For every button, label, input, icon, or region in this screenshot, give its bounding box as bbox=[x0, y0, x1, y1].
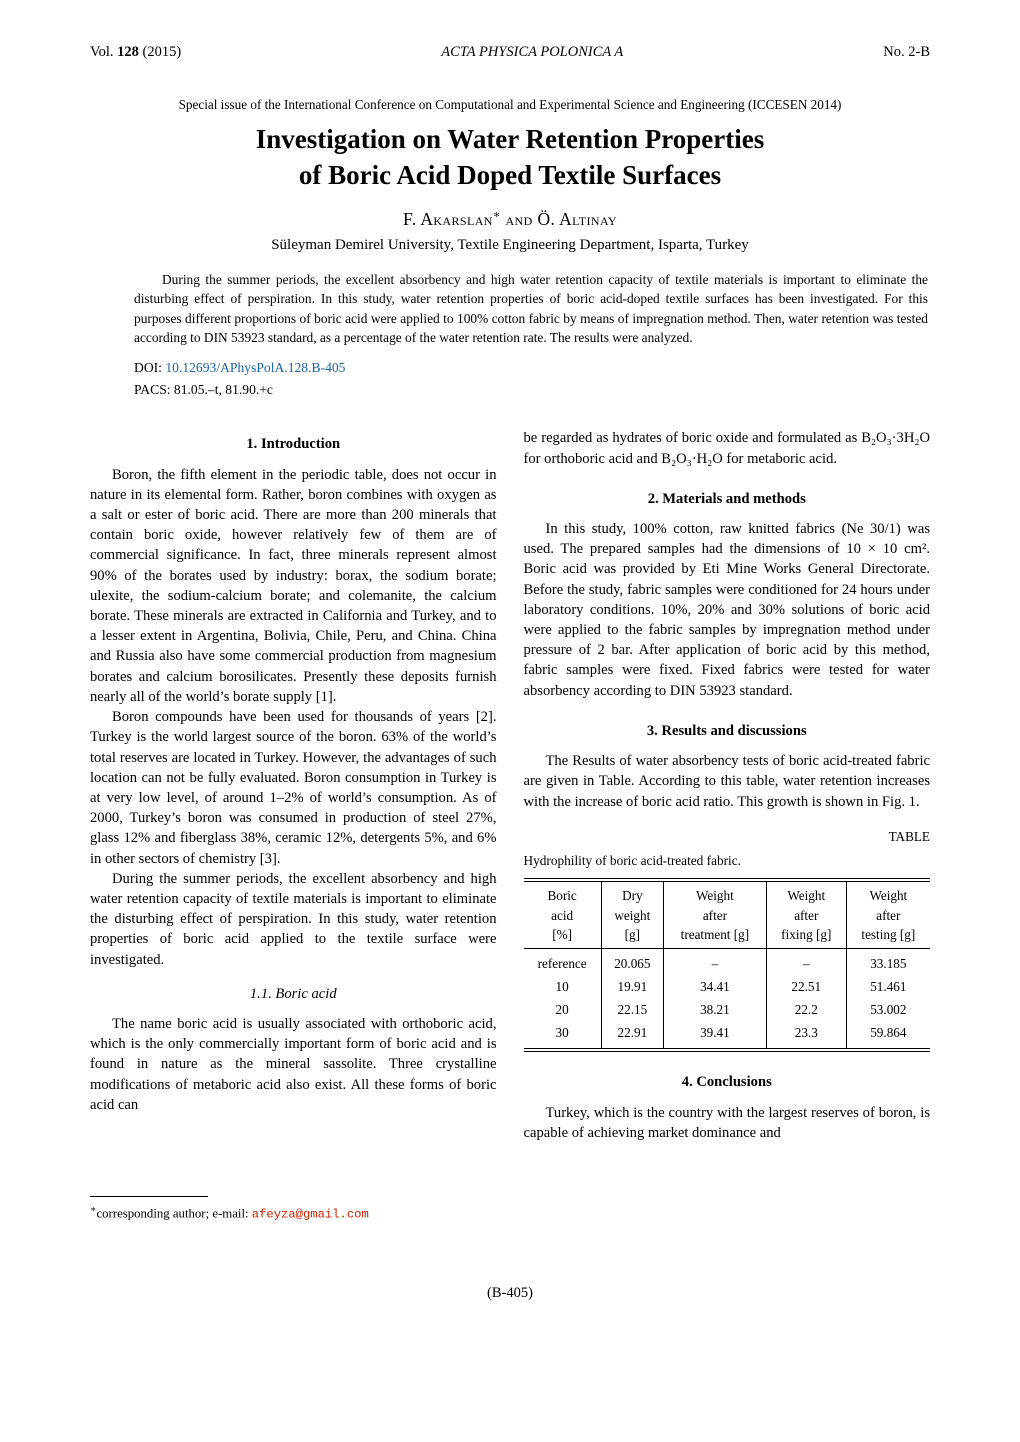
vol-prefix: Vol. bbox=[90, 44, 114, 60]
doi-link[interactable]: 10.12693/APhysPolA.128.B-405 bbox=[165, 360, 346, 376]
table-cell: 22.51 bbox=[766, 975, 846, 998]
table-header-cell: Weight after fixing [g] bbox=[766, 880, 846, 948]
intro-paragraph-1: Boron, the fifth element in the periodic table, does not occur in nature in its elemental form. Rather, boron combines with oxygen as a salt or ester of boric acid. There are more than 200 minerals that contain boric oxide, however relatively few of them are of commercial significance. In fact, three minerals represent almost 90% of the borates used by industry: borax, the sodium borate; ulexite, the sodium-calcium borate; and colemanite, the calcium borate. These minerals are extracted in California and Turkey, and to a lesser extent in Argentina, Bolivia, Chile, Peru, and China. China and Russia also have some commercial production from magnesium borates and calcium borosilicates. Presently these deposits furnish nearly all of the world’s borate supply [1]. bbox=[90, 466, 497, 705]
paper-title bbox=[90, 121, 930, 194]
table-row bbox=[524, 998, 931, 1021]
footnote bbox=[90, 1186, 497, 1223]
table-header-cell: Boric acid [%] bbox=[524, 880, 602, 948]
vol-year: (2015) bbox=[142, 44, 182, 60]
page-number: (B-405) bbox=[487, 1285, 533, 1301]
journal-name: ACTA PHYSICA POLONICA A bbox=[441, 44, 624, 60]
section-4-heading: 4. Conclusions bbox=[681, 1074, 772, 1091]
email-link[interactable]: afeyza@gmail.com bbox=[251, 1207, 369, 1222]
table-row bbox=[524, 1021, 931, 1050]
section-3-heading: 3. Results and discussions bbox=[646, 722, 807, 739]
table-cell: 20.065 bbox=[601, 948, 663, 975]
title-line-1: Investigation on Water Retention Properties bbox=[255, 124, 765, 154]
special-issue-line: Special issue of the International Conference on Computational and Experimental Science and Engineering (ICCESEN 2014) bbox=[178, 97, 842, 112]
author-2: and Ö. Altinay bbox=[500, 208, 617, 229]
table-cell: reference bbox=[537, 955, 587, 971]
doi-line bbox=[134, 360, 930, 376]
subsection-1-1-heading: 1.1. Boric acid bbox=[249, 985, 337, 1002]
continuation-paragraph: be regarded as hydrates of boric oxide and formulated as B₂O₃·3H₂O for orthoboric acid and B₂O₃·H₂O for metaboric acid. bbox=[523, 430, 930, 467]
table-row bbox=[524, 948, 931, 975]
volume-info bbox=[90, 44, 181, 61]
table-cell: 59.864 bbox=[846, 1021, 930, 1050]
table-cell: 22.2 bbox=[766, 998, 846, 1021]
table-cell: 39.41 bbox=[663, 1021, 766, 1050]
table-cell: – bbox=[663, 948, 766, 975]
table-cell: 10 bbox=[555, 978, 569, 994]
table-cell: 22.91 bbox=[601, 1021, 663, 1050]
table-cell: 22.15 bbox=[601, 998, 663, 1021]
table-cell: 53.002 bbox=[846, 998, 930, 1021]
right-column bbox=[524, 428, 931, 1223]
table-cell: – bbox=[766, 948, 846, 975]
corresponding-author-marker: ∗ bbox=[492, 208, 501, 221]
table-cell: 23.3 bbox=[766, 1021, 846, 1050]
table-header-row bbox=[524, 880, 931, 948]
table-cell: 51.461 bbox=[846, 975, 930, 998]
results-paragraph: The Results of water absorbency tests of boric acid-treated fabric are given in Table. According to this table, water retention increases with the increase of boric acid ratio. This growth is shown in Fig. 1. bbox=[523, 753, 930, 810]
footnote-marker: ∗ bbox=[90, 1205, 97, 1216]
affiliation: Süleyman Demirel University, Textile Engineering Department, Isparta, Turkey bbox=[271, 236, 749, 253]
table-cell: 33.185 bbox=[846, 948, 930, 975]
doi-label: DOI: bbox=[134, 360, 166, 376]
boric-acid-paragraph: The name boric acid is usually associated with orthoboric acid, which is the only commercially important form of boric acid and is found in nature as the mineral sassolite. Three crystalline modifications of metaboric acid also exist. All these forms of boric acid can bbox=[90, 1015, 497, 1113]
table-cell: 20 bbox=[555, 1002, 569, 1018]
section-1-heading: 1. Introduction bbox=[246, 436, 341, 453]
table-header-cell: Weight after testing [g] bbox=[846, 880, 930, 948]
left-column bbox=[90, 428, 497, 1223]
table-caption: Hydrophility of boric acid-treated fabric. bbox=[523, 852, 741, 868]
conclusions-paragraph: Turkey, which is the country with the largest reserves of boron, is capable of achieving market dominance and bbox=[523, 1104, 930, 1141]
table-header-cell: Dry weight [g] bbox=[601, 880, 663, 948]
table-header-cell: Weight after treatment [g] bbox=[663, 880, 766, 948]
table-cell: 19.91 bbox=[601, 975, 663, 998]
table-cell: 34.41 bbox=[663, 975, 766, 998]
footnote-text-line bbox=[90, 1204, 497, 1223]
authors-line bbox=[90, 208, 930, 230]
materials-paragraph: In this study, 100% cotton, raw knitted fabrics (Ne 30/1) was used. The prepared samples had the dimensions of 10 × 10 cm². Boric acid was provided by Eti Mine Works General Directorate. Before the study, fabric samples were conditioned for 24 hours under laboratory conditions. 10%, 20% and 30% solutions of boric acid were applied to the fabric samples by impregnation method under pressure of 2 bar. After application of boric acid by this method, fabric samples were fixed. Fixed fabrics were tested for water absorbency according to DIN 53923 standard. bbox=[523, 521, 930, 699]
running-head bbox=[90, 44, 930, 61]
table-row bbox=[524, 975, 931, 998]
footnote-rule bbox=[90, 1196, 208, 1197]
table-cell: 30 bbox=[555, 1025, 569, 1041]
section-2-heading: 2. Materials and methods bbox=[647, 490, 806, 507]
abstract: During the summer periods, the excellent absorbency and high water retention capacity of textile materials is important to eliminate the disturbing effect of perspiration. In this study, water retention properties of boric acid-doped textile surfaces has been investigated. For this purposes different proportions of boric acid were applied to 100% cotton fabric by means of impregnation method. Then, water retention was tested according to DIN 53923 standard, as a percentage of the water retention rate. The results were analyzed. bbox=[134, 271, 928, 346]
intro-paragraph-2: Boron compounds have been used for thousands of years [2]. Turkey is the world largest source of the boron. 63% of the world’s total reserves are located in Turkey. However, the advantages of such location can not be fully evaluated. Boron consumption in Turkey is at very low level, of around 1–2% of world’s consumption. As of 2000, Turkey’s boron was consumed in production of steel 27%, glass 12% and fiberglass 38%, ceramic 12%, detergents 5%, and 6% in other sectors of chemistry [3]. bbox=[90, 709, 497, 867]
pacs-line: PACS: 81.05.–t, 81.90.+c bbox=[134, 382, 273, 398]
author-1: F. Akarslan bbox=[403, 208, 493, 229]
vol-number: 128 bbox=[117, 44, 139, 60]
results-table bbox=[524, 878, 931, 1052]
table-label: TABLE bbox=[888, 828, 930, 844]
body-columns bbox=[90, 428, 930, 1223]
title-line-2: of Boric Acid Doped Textile Surfaces bbox=[298, 160, 722, 191]
table-cell: 38.21 bbox=[663, 998, 766, 1021]
intro-paragraph-3: During the summer periods, the excellent absorbency and high water retention capacity of textile materials is important to eliminate the disturbing effect of perspiration. In this study, water retention properties of boric acid applied to the textile surface were investigated. bbox=[90, 870, 497, 968]
footnote-text: corresponding author; e-mail: bbox=[96, 1206, 252, 1221]
issue-number: No. 2-B bbox=[883, 44, 930, 60]
